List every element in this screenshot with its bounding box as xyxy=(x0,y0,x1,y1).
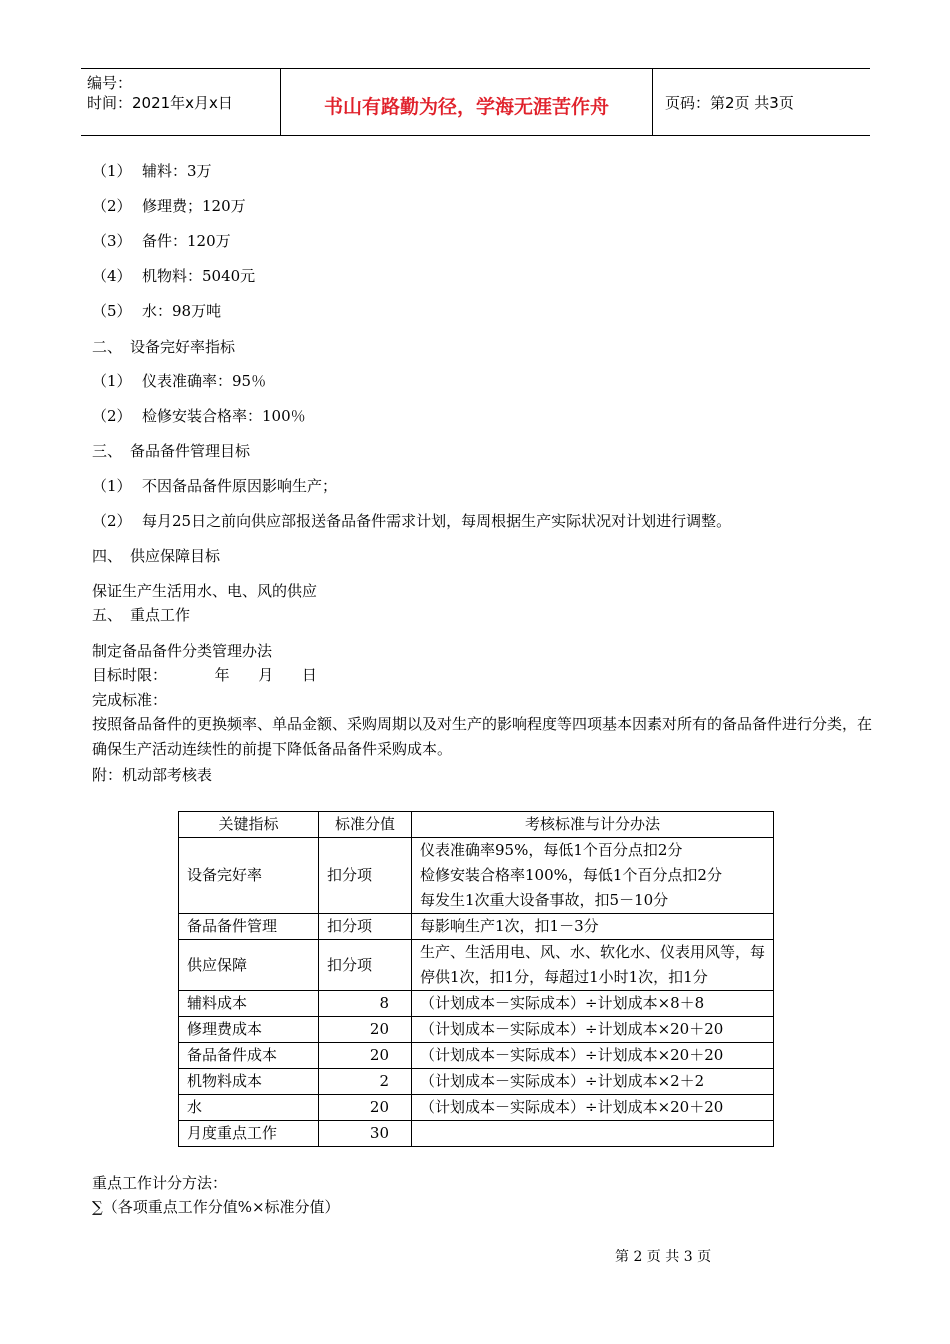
table-row xyxy=(179,1095,774,1121)
table-row xyxy=(179,991,774,1017)
section-3-item: （1） 不因备品备件原因影响生产； xyxy=(92,477,338,495)
method-cell: （计划成本－实际成本）÷计划成本×2＋2 xyxy=(412,1069,774,1095)
standard-label: 完成标准： xyxy=(92,691,168,709)
method-cell: 每影响生产1次，扣1－3分 xyxy=(412,914,774,940)
key-work-formula: ∑（各项重点工作分值%×标准分值） xyxy=(92,1198,340,1216)
indicator-cell: 设备完好率 xyxy=(179,838,319,914)
indicator-cell: 备品备件成本 xyxy=(179,1043,319,1069)
score-cell: 扣分项 xyxy=(319,940,412,991)
section-3-item: （2） 每月25日之前向供应部报送备品备件需求计划，每周根据生产实际状况对计划进行调整。 xyxy=(92,512,732,530)
indicator-cell: 月度重点工作 xyxy=(179,1121,319,1147)
score-cell: 20 xyxy=(319,1095,412,1121)
indicator-cell: 供应保障 xyxy=(179,940,319,991)
score-cell: 8 xyxy=(319,991,412,1017)
method-cell: 仪表准确率95%，每低1个百分点扣2分 检修安装合格率100%，每低1个百分点扣2分 每发生1次重大设备事故，扣5－10分 xyxy=(412,838,774,914)
section-4-text: 保证生产生活用水、电、风的供应 xyxy=(92,582,318,600)
deadline: 目标时限： 年 月 日 xyxy=(92,666,317,684)
section-2-item: （1） 仪表准确率：95％ xyxy=(92,372,267,390)
table-row xyxy=(179,838,774,914)
appendix-label: 附：机动部考核表 xyxy=(92,766,213,784)
assessment-table xyxy=(178,811,774,1147)
indicator-cell: 机物料成本 xyxy=(179,1069,319,1095)
key-work-label: 重点工作计分方法： xyxy=(92,1174,228,1192)
indicator-cell: 水 xyxy=(179,1095,319,1121)
key-task: 制定备品备件分类管理办法 xyxy=(92,642,273,660)
score-cell: 20 xyxy=(319,1017,412,1043)
table-row xyxy=(179,1017,774,1043)
header-cell: 关键指标 xyxy=(179,812,319,838)
table-row xyxy=(179,914,774,940)
score-cell: 2 xyxy=(319,1069,412,1095)
method-cell xyxy=(412,1121,774,1147)
method-cell: （计划成本－实际成本）÷计划成本×20＋20 xyxy=(412,1017,774,1043)
indicator-cell: 备品备件管理 xyxy=(179,914,319,940)
header-meta xyxy=(81,69,281,135)
score-cell: 20 xyxy=(319,1043,412,1069)
method-cell: （计划成本－实际成本）÷计划成本×20＋20 xyxy=(412,1043,774,1069)
cost-item: （2） 修理费；120万 xyxy=(92,197,246,215)
indicator-cell: 辅料成本 xyxy=(179,991,319,1017)
header-motto: 书山有路勤为径，学海无涯苦作舟 xyxy=(281,69,653,135)
cost-item: （4） 机物料：5040元 xyxy=(92,267,256,285)
table-row xyxy=(179,1069,774,1095)
table-row xyxy=(179,1121,774,1147)
page-footer: 第 2 页 共 3 页 xyxy=(615,1249,712,1265)
method-cell: （计划成本－实际成本）÷计划成本×8＋8 xyxy=(412,991,774,1017)
header-cell: 考核标准与计分办法 xyxy=(412,812,774,838)
header-cell: 标准分值 xyxy=(319,812,412,838)
section-heading-3: 三、 备品备件管理目标 xyxy=(92,442,251,460)
cost-item: （1） 辅料：3万 xyxy=(92,162,212,180)
score-cell: 扣分项 xyxy=(319,838,412,914)
standard-text: 按照备品备件的更换频率、单品金额、采购周期以及对生产的影响程度等四项基本因素对所有的备品备件进行分类，在确保生产活动连续性的前提下降低备品备件采购成本。 xyxy=(92,715,873,758)
cost-item: （3） 备件：120万 xyxy=(92,232,231,250)
section-heading-2: 二、 设备完好率指标 xyxy=(92,338,236,356)
table-header-row xyxy=(179,812,774,838)
table-row xyxy=(179,1043,774,1069)
score-cell: 30 xyxy=(319,1121,412,1147)
section-heading-5: 五、 重点工作 xyxy=(92,606,191,624)
page-header xyxy=(81,68,870,136)
table-row xyxy=(179,940,774,991)
method-cell: 生产、生活用电、风、水、软化水、仪表用风等，每停供1次，扣1分，每超过1小时1次，扣1分 xyxy=(412,940,774,991)
cost-item: （5） 水：98万吨 xyxy=(92,302,222,320)
method-cell: （计划成本－实际成本）÷计划成本×20＋20 xyxy=(412,1095,774,1121)
serial-label: 编号： xyxy=(87,74,133,92)
indicator-cell: 修理费成本 xyxy=(179,1017,319,1043)
time-label: 时间：2021年x月x日 xyxy=(87,94,233,112)
header-page-info: 页码：第2页 共3页 xyxy=(665,93,794,112)
section-2-item: （2） 检修安装合格率：100％ xyxy=(92,407,306,425)
section-heading-4: 四、 供应保障目标 xyxy=(92,547,221,565)
score-cell: 扣分项 xyxy=(319,914,412,940)
